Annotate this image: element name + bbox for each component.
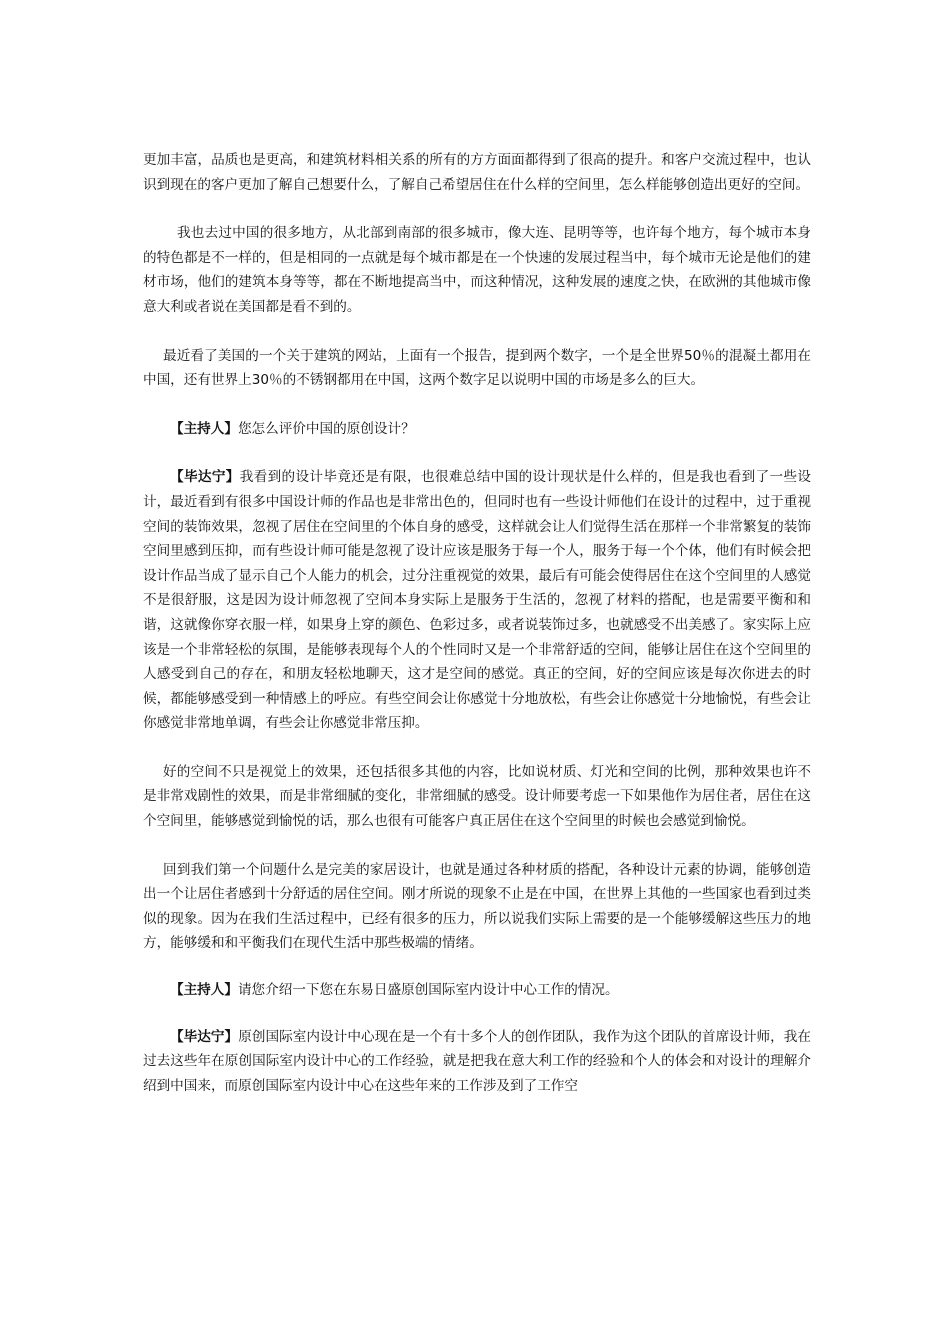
paragraph-8 [143, 978, 811, 1003]
document-body [143, 148, 811, 1098]
paragraph-6-text: 好的空间不只是视觉上的效果，还包括很多其他的内容，比如说材质、灯光和空间的比例，那种效果也许不是非常戏剧性的效果，而是非常细腻的变化，非常细腻的感受。设计师要考虑一下如果他作为居住者，居住在这个空间里，能够感觉到愉悦的话，那么也很有可能客户真正居住在这个空间里的时候也会感觉到愉悦。 [143, 763, 811, 830]
paragraph-2 [143, 221, 811, 319]
paragraph-7-text: 回到我们第一个问题什么是完美的家居设计，也就是通过各种材质的搭配，各种设计元素的协调，能够创造出一个让居住者感到十分舒适的居住空间。刚才所说的现象不止是在中国，在世界上其他的一些国家也看到过类似的现象。因为在我们生活过程中，已经有很多的压力，所以说我们实际上需要的是一个能够缓解这些压力的地方，能够缓和和平衡我们在现代生活中那些极端的情绪。 [143, 861, 811, 952]
paragraph-3-text: 最近看了美国的一个关于建筑的网站，上面有一个报告，提到两个数字，一个是全世界50％的混凝土都用在中国，还有世界上30％的不锈钢都用在中国，这两个数字足以说明中国的市场是多么的巨大。 [143, 347, 811, 389]
paragraph-1-text: 更加丰富，品质也是更高，和建筑材料相关系的所有的方方面面都得到了很高的提升。和客户交流过程中，也认识到现在的客户更加了解自己想要什么，了解自己希望居住在什么样的空间里，怎么样能够创造出更好的空间。 [143, 152, 811, 193]
paragraph-4-text: 您怎么评价中国的原创设计？ [237, 420, 415, 437]
paragraph-9-text: 原创国际室内设计中心现在是一个有十多个人的创作团队，我作为这个团队的首席设计师，我在过去这些年在原创国际室内设计中心的工作经验，就是把我在意大利工作的经验和个人的体会和对设计的理解介绍到中国来，而原创国际室内设计中心在这些年来的工作涉及到了工作空 [143, 1028, 812, 1094]
paragraph-5 [143, 465, 811, 736]
paragraph-1 [143, 148, 811, 197]
paragraph-5-text: 我看到的设计毕竟还是有限，也很难总结中国的设计现状是什么样的，但是我也看到了一些设计，最近看到有很多中国设计师的作品也是非常出色的，但同时也有一些设计师他们在设计的过程中，过于重视空间的装饰效果，忽视了居住在空间里的个体自身的感受，这样就会让人们觉得生活在那样一个非常繁复的装饰空间里感到压抑，而有些设计师可能是忽视了设计应该是服务于每一个人，服务于每一个个体，他们有时候会把设计作品当成了显示自己个人能力的机会，过分注重视觉的效果，最后有可能会使得居住在这个空间里的人感觉不是很舒服，这是因为设计师忽视了空间本身实际上是服务于生活的，忽视了材料的搭配，也是需要平衡和和谐，这就像你穿衣服一样，如果身上穿的颜色、色彩过多，或者说装饰过多，也就感受不出美感了。家实际上应该是一个非常轻松的氛围，是能够表现每个人的个性同时又是一个非常舒适的空间，能够让居住在这个空间里的人感受到自己的存在，和朋友轻松地聊天，这才是空间的感觉。真正的空间，好的空间应该是每次你进去的时候，都能够感受到一种情感上的呼应。有些空间会让你感觉十分地放松，有些会让你感觉十分地愉悦，有些会让你感觉非常地单调，有些会让你感觉非常压抑。 [143, 469, 812, 732]
paragraph-3 [143, 344, 811, 393]
paragraph-2-text: 我也去过中国的很多地方，从北部到南部的很多城市，像大连、昆明等等，也许每个地方，每个城市本身的特色都是不一样的，但是相同的一点就是每个城市都是在一个快速的发展过程当中，每个城市无论是他们的建材市场，他们的建筑本身等等，都在不断地提高当中，而这种情况，这种发展的速度之快，在欧洲的其他城市像意大利或者说在美国都是看不到的。 [143, 225, 811, 315]
paragraph-6 [143, 760, 811, 834]
paragraph-8-text: 请您介绍一下您在东易日盛原创国际室内设计中心工作的情况。 [237, 982, 619, 999]
speaker-label: 【主持人】 [170, 982, 238, 999]
speaker-label: 【毕达宁】 [170, 1028, 239, 1045]
paragraph-7 [143, 858, 811, 956]
speaker-label: 【主持人】 [170, 420, 238, 437]
speaker-label: 【毕达宁】 [170, 469, 240, 486]
paragraph-4 [143, 417, 811, 442]
paragraph-9 [143, 1025, 811, 1099]
